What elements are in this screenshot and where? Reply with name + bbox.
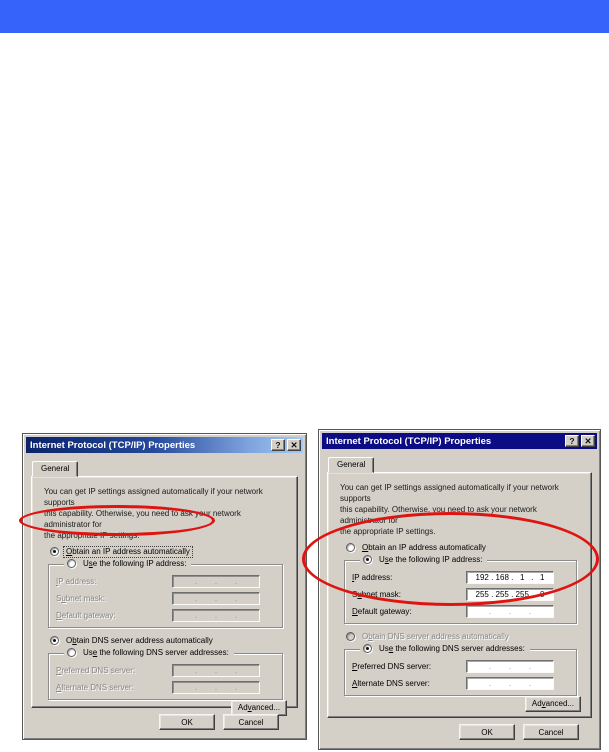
radio-obtain-dns-label[interactable]: Obtain DNS server address automatically xyxy=(66,635,213,645)
subnet-mask-label: Subnet mask: xyxy=(56,593,105,603)
dialog-title: Internet Protocol (TCP/IP) Properties xyxy=(326,435,492,447)
radio-button-icon[interactable] xyxy=(346,543,355,552)
radio-button-icon[interactable] xyxy=(363,644,372,653)
default-gateway-field[interactable]: . . . xyxy=(172,609,260,622)
preferred-dns-row xyxy=(56,664,260,677)
radio-use-ip[interactable] xyxy=(64,559,191,569)
general-tab-panel xyxy=(327,472,592,719)
help-icon[interactable]: ? xyxy=(271,439,285,451)
advanced-button[interactable]: Advanced... xyxy=(525,696,581,712)
radio-obtain-dns-label: Obtain DNS server address automatically xyxy=(362,631,509,641)
preferred-dns-row xyxy=(352,660,554,673)
ip-address-label: IP address: xyxy=(56,576,97,586)
radio-obtain-ip[interactable] xyxy=(50,547,288,557)
radio-button-icon[interactable] xyxy=(67,559,76,568)
radio-button-icon[interactable] xyxy=(50,636,59,645)
cancel-button[interactable]: Cancel xyxy=(223,714,279,730)
tab-strip xyxy=(31,458,298,477)
tcpip-properties-dialog-static xyxy=(318,429,601,750)
subnet-mask-row xyxy=(352,588,554,601)
title-bar[interactable] xyxy=(26,437,303,453)
tab-general[interactable]: General xyxy=(32,461,78,477)
static-ip-group xyxy=(48,558,283,628)
radio-use-ip-label[interactable]: Use the following IP address: xyxy=(379,554,483,564)
subnet-mask-field[interactable]: 255 . 255 . 255 . 0 xyxy=(466,588,554,601)
radio-button-icon xyxy=(346,632,355,641)
preferred-dns-label: Preferred DNS server: xyxy=(56,665,136,675)
cancel-button[interactable]: Cancel xyxy=(523,724,579,740)
subnet-mask-row xyxy=(56,592,260,605)
dialog-title: Internet Protocol (TCP/IP) Properties xyxy=(30,439,196,451)
dialog-body xyxy=(322,449,597,746)
radio-use-dns-label[interactable]: Use the following DNS server addresses: xyxy=(83,647,229,657)
radio-use-dns[interactable] xyxy=(64,648,234,658)
radio-button-icon[interactable] xyxy=(67,648,76,657)
ok-button[interactable]: OK xyxy=(459,724,515,740)
page-header-bar xyxy=(0,0,609,33)
static-dns-group xyxy=(344,643,577,696)
static-ip-group xyxy=(344,554,577,624)
radio-obtain-dns xyxy=(346,632,582,642)
tcpip-properties-dialog-dhcp xyxy=(22,433,307,740)
tab-strip xyxy=(327,454,592,473)
description-text: You can get IP settings assigned automatically if your network supports this capability. Otherwise, you need to ask your network administrator for the appropriate IP settings. xyxy=(44,486,263,540)
preferred-dns-label: Preferred DNS server: xyxy=(352,661,432,671)
close-icon[interactable]: ✕ xyxy=(581,435,595,447)
radio-use-dns-label[interactable]: Use the following DNS server addresses: xyxy=(379,643,525,653)
radio-button-icon[interactable] xyxy=(363,555,372,564)
advanced-row xyxy=(337,696,582,712)
default-gateway-field[interactable]: . . . xyxy=(466,605,554,618)
alternate-dns-label: Alternate DNS server: xyxy=(56,682,134,692)
default-gateway-label: Default gateway: xyxy=(352,606,412,616)
alternate-dns-label: Alternate DNS server: xyxy=(352,678,430,688)
ip-address-field[interactable]: 192 . 168 . 1 . 1 xyxy=(466,571,554,584)
radio-button-icon[interactable] xyxy=(50,547,59,556)
radio-use-ip[interactable] xyxy=(360,555,487,565)
static-dns-group xyxy=(48,647,283,700)
dialog-body xyxy=(26,453,303,736)
subnet-mask-field[interactable]: . . . xyxy=(172,592,260,605)
tab-general[interactable]: General xyxy=(328,457,374,473)
default-gateway-label: Default gateway: xyxy=(56,610,116,620)
preferred-dns-field[interactable]: . . . xyxy=(466,660,554,673)
ip-address-field[interactable]: . . . xyxy=(172,575,260,588)
radio-obtain-ip[interactable] xyxy=(346,543,582,553)
alternate-dns-field[interactable]: . . . xyxy=(172,681,260,694)
title-bar[interactable] xyxy=(322,433,597,449)
close-icon[interactable]: ✕ xyxy=(287,439,301,451)
advanced-button[interactable]: Advanced... xyxy=(231,700,287,716)
alternate-dns-field[interactable]: . . . xyxy=(466,677,554,690)
subnet-mask-label: Subnet mask: xyxy=(352,589,401,599)
ip-address-row xyxy=(56,575,260,588)
alternate-dns-row xyxy=(352,677,554,690)
radio-obtain-ip-label[interactable]: Obtain an IP address automatically xyxy=(66,546,190,556)
description-text: You can get IP settings assigned automatically if your network supports this capability. Otherwise, you need to ask your network administrator for the appropriate IP settings. xyxy=(340,482,559,536)
radio-use-ip-label[interactable]: Use the following IP address: xyxy=(83,558,187,568)
default-gateway-row xyxy=(56,609,260,622)
general-tab-panel xyxy=(31,476,298,712)
ip-address-row xyxy=(352,571,554,584)
ok-button[interactable]: OK xyxy=(159,714,215,730)
radio-obtain-dns[interactable] xyxy=(50,636,288,646)
dialog-button-bar xyxy=(31,708,298,732)
radio-use-dns[interactable] xyxy=(360,644,530,654)
alternate-dns-row xyxy=(56,681,260,694)
ip-address-label: IP address: xyxy=(352,572,393,582)
preferred-dns-field[interactable]: . . . xyxy=(172,664,260,677)
help-icon[interactable]: ? xyxy=(565,435,579,447)
radio-obtain-ip-label[interactable]: Obtain an IP address automatically xyxy=(362,542,486,552)
dialog-button-bar xyxy=(327,718,592,742)
default-gateway-row xyxy=(352,605,554,618)
